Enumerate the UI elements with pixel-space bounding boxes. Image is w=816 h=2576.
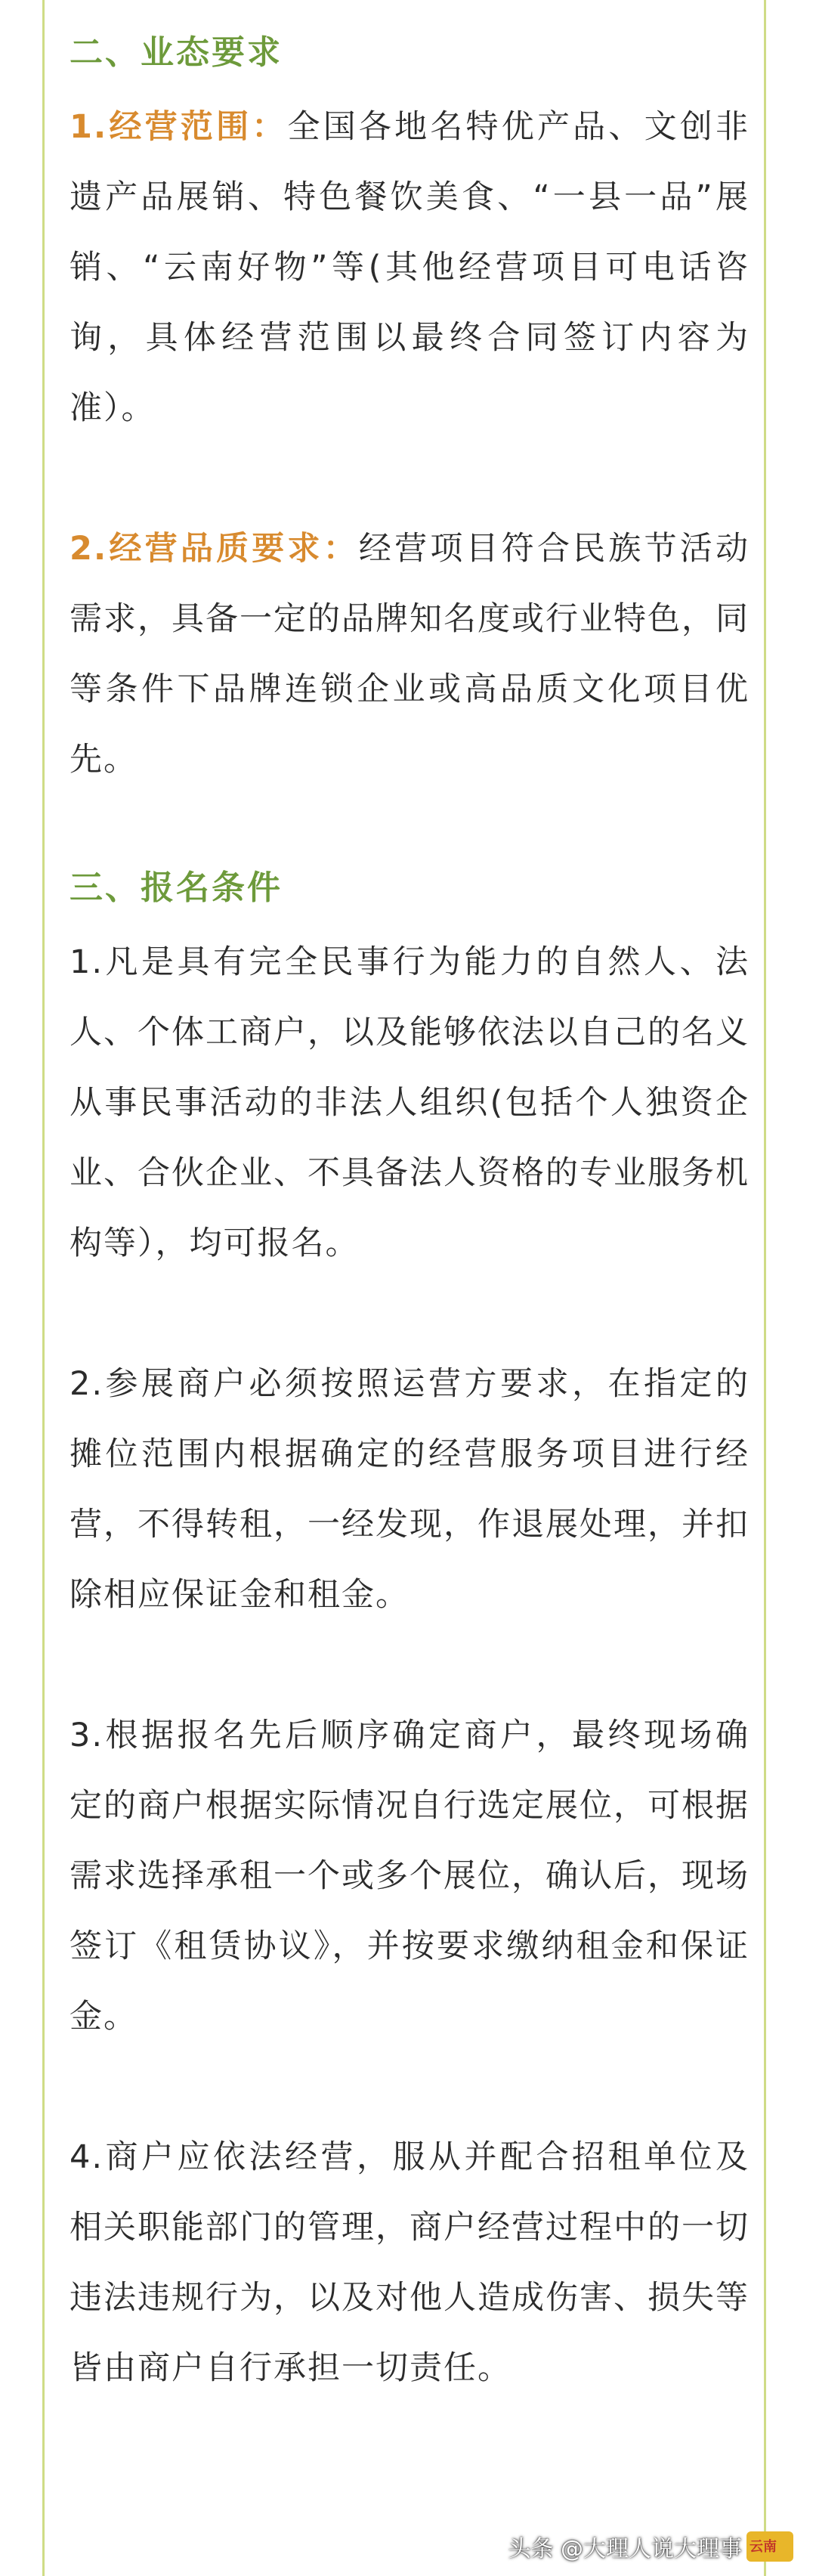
paragraph-business-scope (70, 92, 750, 444)
source-watermark (508, 2528, 793, 2565)
paragraph-quality-requirements (70, 514, 750, 795)
paragraph-condition-3: 3.根据报名先后顺序确定商户，最终现场确定的商户根据实际情况自行选定展位，可根据需求选择承租一个或多个展位，确认后，现场签订《租赁协议》，并按要求缴纳租金和保证金。 (70, 1717, 750, 2036)
section-heading-registration: 三、报名条件 (70, 868, 283, 907)
label-business-scope: 1.经营范围： (70, 108, 288, 146)
text-quality-requirements: 经营项目符合民族节活动需求，具备一定的品牌知名度或行业特色，同等条件下品牌连锁企业或高品质文化项目优先。 (70, 530, 750, 779)
yunnan-logo-icon (746, 2531, 793, 2562)
text-business-scope: 全国各地名特优产品、文创非遗产品展销、特色餐饮美食、“一县一品”展销、“云南好物”等(其他经营项目可电话咨询，具体经营范围以最终合同签订内容为准）。 (70, 108, 750, 427)
article-content (70, 30, 750, 2404)
watermark-text: 头条 @大理人说大理事 (508, 2536, 742, 2562)
paragraph-condition-2: 2.参展商户必须按照运营方要求，在指定的摊位范围内根据确定的经营服务项目进行经营，不得转租，一经发现，作退展处理，并扣除相应保证金和租金。 (70, 1365, 750, 1614)
paragraph-condition-1: 1.凡是具有完全民事行为能力的自然人、法人、个体工商户，以及能够依法以自己的名义从事民事活动的非法人组织(包括个人独资企业、合伙企业、不具备法人资格的专业服务机构等），均可报名。 (70, 943, 750, 1262)
label-quality-requirements: 2.经营品质要求： (70, 530, 359, 568)
paragraph-condition-4: 4.商户应依法经营，服从并配合招租单位及相关职能部门的管理，商户经营过程中的一切违法违规行为，以及对他人造成伤害、损失等皆由商户自行承担一切责任。 (70, 2138, 750, 2387)
logo-text: 云南 (750, 2539, 777, 2555)
section-heading-requirements: 二、业态要求 (70, 33, 283, 72)
